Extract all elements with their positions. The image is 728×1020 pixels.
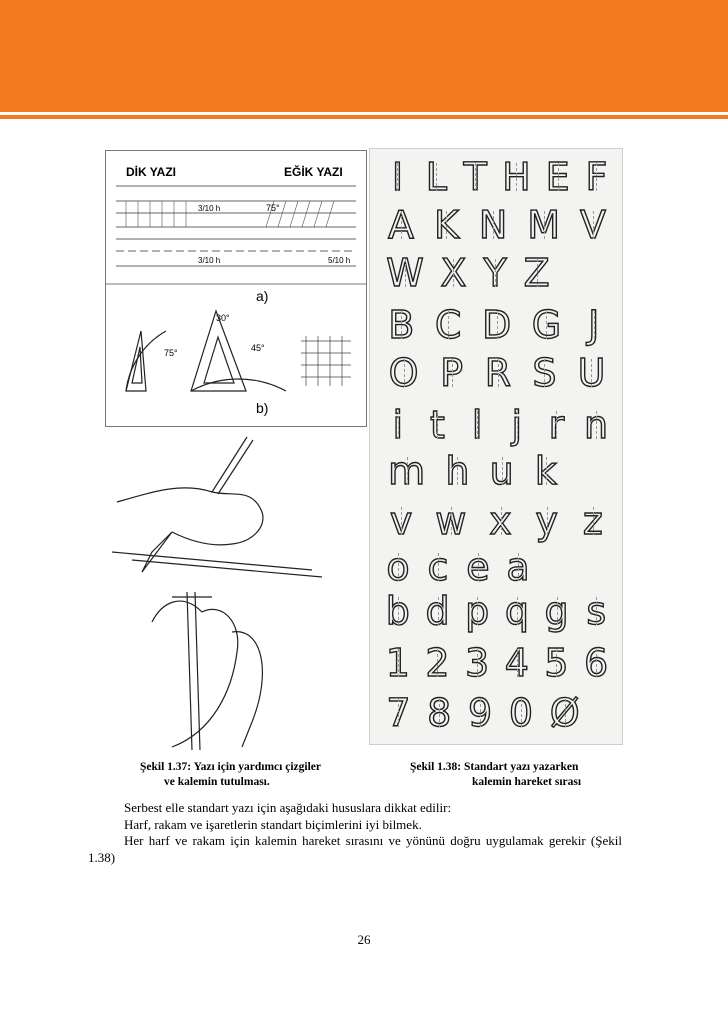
paragraph: Harf, rakam ve işaretlerin standart biçimlerini iyi bilmek. bbox=[124, 816, 422, 832]
angle-label: 75° bbox=[266, 203, 280, 213]
glyph: E bbox=[545, 155, 570, 199]
glyph-row bbox=[378, 353, 616, 393]
glyph: y bbox=[535, 499, 558, 543]
glyph: M bbox=[527, 203, 561, 247]
glyph: X bbox=[440, 251, 467, 295]
glyph: 8 bbox=[427, 691, 452, 735]
glyph-row bbox=[378, 693, 588, 733]
glyph: d bbox=[425, 589, 450, 633]
glyph: P bbox=[440, 351, 464, 395]
ratio-label: 5/10 h bbox=[328, 256, 351, 265]
glyph: x bbox=[489, 499, 512, 543]
glyph: 3 bbox=[465, 641, 490, 685]
glyph-row bbox=[378, 451, 568, 491]
glyph: w bbox=[435, 499, 467, 543]
glyph: F bbox=[585, 155, 608, 199]
glyph-row bbox=[378, 205, 616, 245]
glyph: s bbox=[584, 591, 608, 631]
glyph: v bbox=[389, 499, 413, 543]
glyph-row bbox=[378, 305, 616, 345]
figure-37-caption bbox=[140, 760, 380, 790]
header-rule bbox=[0, 115, 728, 119]
glyph: Ø bbox=[549, 691, 580, 735]
caption-line: Şekil 1.37: Yazı için yardımcı çizgiler bbox=[140, 761, 321, 773]
glyph: C bbox=[434, 303, 462, 347]
glyph: t bbox=[425, 405, 449, 445]
label-italic: EĞİK YAZI bbox=[284, 165, 343, 179]
glyph: H bbox=[502, 155, 531, 199]
glyph: V bbox=[580, 203, 607, 247]
header-banner bbox=[0, 0, 728, 112]
glyph: T bbox=[463, 155, 487, 199]
glyph: n bbox=[584, 403, 609, 447]
ratio-label: 3/10 h bbox=[198, 204, 221, 213]
glyph: q bbox=[504, 589, 529, 633]
glyph: K bbox=[433, 203, 459, 247]
paragraph: Serbest elle standart yazı için aşağıdaki hususlara dikkat edilir: bbox=[124, 800, 452, 815]
glyph: g bbox=[544, 589, 569, 633]
glyph: 0 bbox=[508, 691, 534, 735]
glyph: h bbox=[445, 449, 470, 493]
label-a: a) bbox=[256, 288, 269, 304]
glyph: 9 bbox=[468, 691, 493, 735]
angle-label: 75° bbox=[164, 348, 178, 358]
glyph: u bbox=[489, 449, 514, 493]
glyph: k bbox=[534, 449, 557, 493]
glyph: l bbox=[465, 405, 489, 445]
pencil-grip-illustration bbox=[112, 432, 362, 750]
glyph-row bbox=[378, 501, 616, 541]
glyph: D bbox=[481, 303, 512, 347]
glyph: e bbox=[466, 545, 490, 589]
glyph: J bbox=[582, 305, 606, 345]
angle-label: 30° bbox=[216, 313, 230, 323]
glyph: R bbox=[484, 351, 512, 395]
figure-38-caption bbox=[410, 760, 610, 790]
glyph: O bbox=[388, 351, 419, 395]
glyph: i bbox=[386, 405, 410, 445]
label-b: b) bbox=[256, 400, 269, 416]
glyph: U bbox=[577, 351, 606, 395]
glyph-row bbox=[378, 253, 558, 293]
glyph: j bbox=[505, 405, 529, 445]
glyph: W bbox=[386, 251, 424, 295]
figure-37-guidelines bbox=[105, 150, 367, 427]
glyph: 6 bbox=[584, 641, 609, 685]
glyph: p bbox=[465, 589, 490, 633]
glyph: 5 bbox=[544, 641, 569, 685]
glyph: 7 bbox=[386, 691, 411, 735]
glyph: z bbox=[581, 501, 605, 541]
glyph: Y bbox=[483, 251, 507, 295]
glyph: G bbox=[531, 303, 562, 347]
glyph-row bbox=[378, 157, 616, 197]
glyph-row bbox=[378, 643, 616, 683]
glyph-row bbox=[378, 591, 616, 631]
label-upright: DİK YAZI bbox=[126, 165, 177, 179]
glyph: 4 bbox=[504, 641, 529, 685]
glyph-row bbox=[378, 547, 538, 587]
glyph: S bbox=[532, 351, 557, 395]
glyph: 2 bbox=[425, 641, 450, 685]
caption-line: ve kalemin tutulması. bbox=[164, 776, 270, 788]
paragraph: Her harf ve rakam için kalemin hareket sırasını ve yönünü doğru uygulamak gerekir (Şekil 1.38) bbox=[88, 833, 622, 865]
ratio-label: 3/10 h bbox=[198, 256, 221, 265]
glyph: o bbox=[386, 545, 410, 589]
glyph: c bbox=[427, 545, 449, 589]
glyph: Z bbox=[523, 251, 550, 295]
caption-line: kalemin hareket sırası bbox=[472, 776, 582, 788]
glyph: A bbox=[387, 203, 414, 247]
glyph: m bbox=[388, 449, 426, 493]
figure-38-letter-strokes bbox=[369, 148, 623, 745]
page-number: 26 bbox=[357, 932, 371, 947]
glyph-row bbox=[378, 405, 616, 445]
glyph: a bbox=[506, 545, 530, 589]
glyph: N bbox=[478, 203, 508, 247]
glyph: B bbox=[388, 303, 415, 347]
glyph: L bbox=[425, 155, 447, 199]
glyph: 1 bbox=[385, 641, 410, 685]
caption-line: Şekil 1.38: Standart yazı yazarken bbox=[410, 761, 579, 773]
body-text bbox=[88, 800, 622, 866]
glyph: I bbox=[385, 157, 409, 197]
angle-label: 45° bbox=[251, 343, 265, 353]
glyph: b bbox=[385, 589, 410, 633]
glyph: r bbox=[544, 405, 568, 445]
